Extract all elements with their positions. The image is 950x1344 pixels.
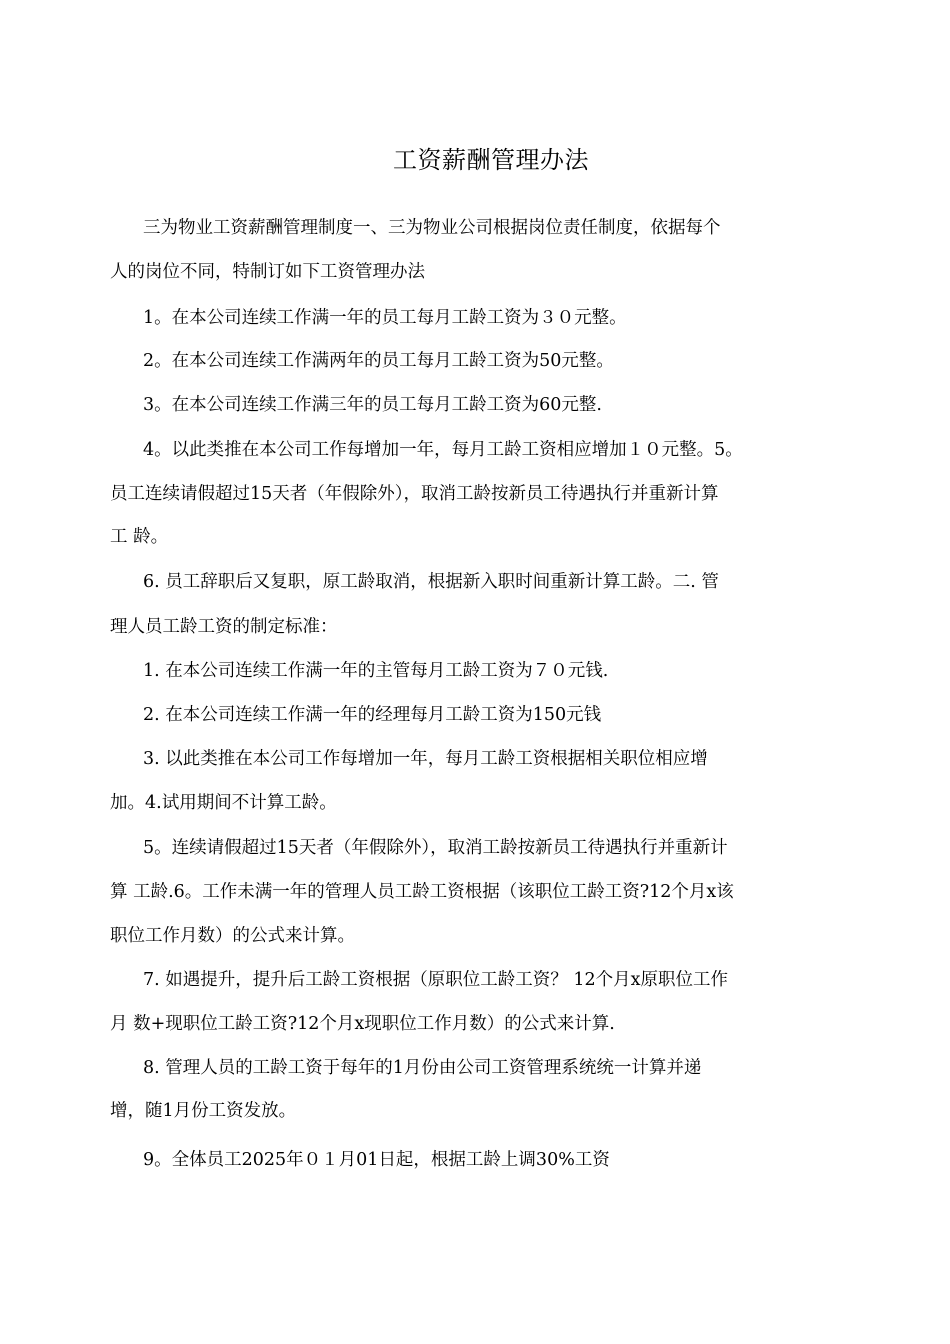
paragraph-line: 3. 以此类推在本公司工作每增加一年，每月工龄工资根据相关职位相应增 bbox=[143, 749, 708, 769]
paragraph-line: 工 龄。 bbox=[110, 527, 169, 547]
paragraph-line: 2。在本公司连续工作满两年的员工每月工龄工资为50元整。 bbox=[143, 351, 614, 371]
paragraph-line: 理人员工龄工资的制定标准： bbox=[110, 617, 338, 637]
paragraph-line: 职位工作月数）的公式来计算。 bbox=[110, 926, 355, 946]
paragraph-line: 3。在本公司连续工作满三年的员工每月工龄工资为60元整. bbox=[143, 395, 602, 415]
paragraph-line: 三为物业工资薪酬管理制度一、三为物业公司根据岗位责任制度，依据每个 bbox=[143, 218, 721, 238]
paragraph-line: 员工连续请假超过15天者（年假除外），取消工龄按新员工待遇执行并重新计算 bbox=[110, 484, 719, 504]
paragraph-line: 9。全体员工2025年０１月01日起，根据工龄上调30%工资 bbox=[143, 1150, 610, 1170]
paragraph-line: 2. 在本公司连续工作满一年的经理每月工龄工资为150元钱 bbox=[143, 705, 602, 725]
paragraph-line: 7. 如遇提升，提升后工龄工资根据（原职位工龄工资？ 12个月x原职位工作 bbox=[143, 970, 728, 990]
paragraph-line: 算 工龄.6。工作未满一年的管理人员工龄工资根据（该职位工龄工资?12个月x该 bbox=[110, 882, 734, 902]
paragraph-line: 5。连续请假超过15天者（年假除外），取消工龄按新员工待遇执行并重新计 bbox=[143, 838, 728, 858]
document-title: 工资薪酬管理办法 bbox=[393, 146, 589, 174]
paragraph-line: 月 数+现职位工龄工资?12个月x现职位工作月数）的公式来计算. bbox=[110, 1014, 615, 1034]
paragraph-line: 6. 员工辞职后又复职，原工龄取消，根据新入职时间重新计算工龄。二. 管 bbox=[143, 572, 719, 592]
paragraph-line: 增，随1月份工资发放。 bbox=[110, 1101, 297, 1121]
paragraph-line: 8. 管理人员的工龄工资于每年的1月份由公司工资管理系统统一计算并递 bbox=[143, 1058, 702, 1078]
paragraph-line: 加。4.试用期间不计算工龄。 bbox=[110, 793, 337, 813]
paragraph-line: 1。在本公司连续工作满一年的员工每月工龄工资为３０元整。 bbox=[143, 308, 627, 328]
paragraph-line: 4。以此类推在本公司工作每增加一年，每月工龄工资相应增加１０元整。5。 bbox=[143, 440, 743, 460]
paragraph-line: 人的岗位不同，特制订如下工资管理办法 bbox=[110, 262, 425, 282]
paragraph-line: 1. 在本公司连续工作满一年的主管每月工龄工资为７０元钱. bbox=[143, 661, 609, 681]
